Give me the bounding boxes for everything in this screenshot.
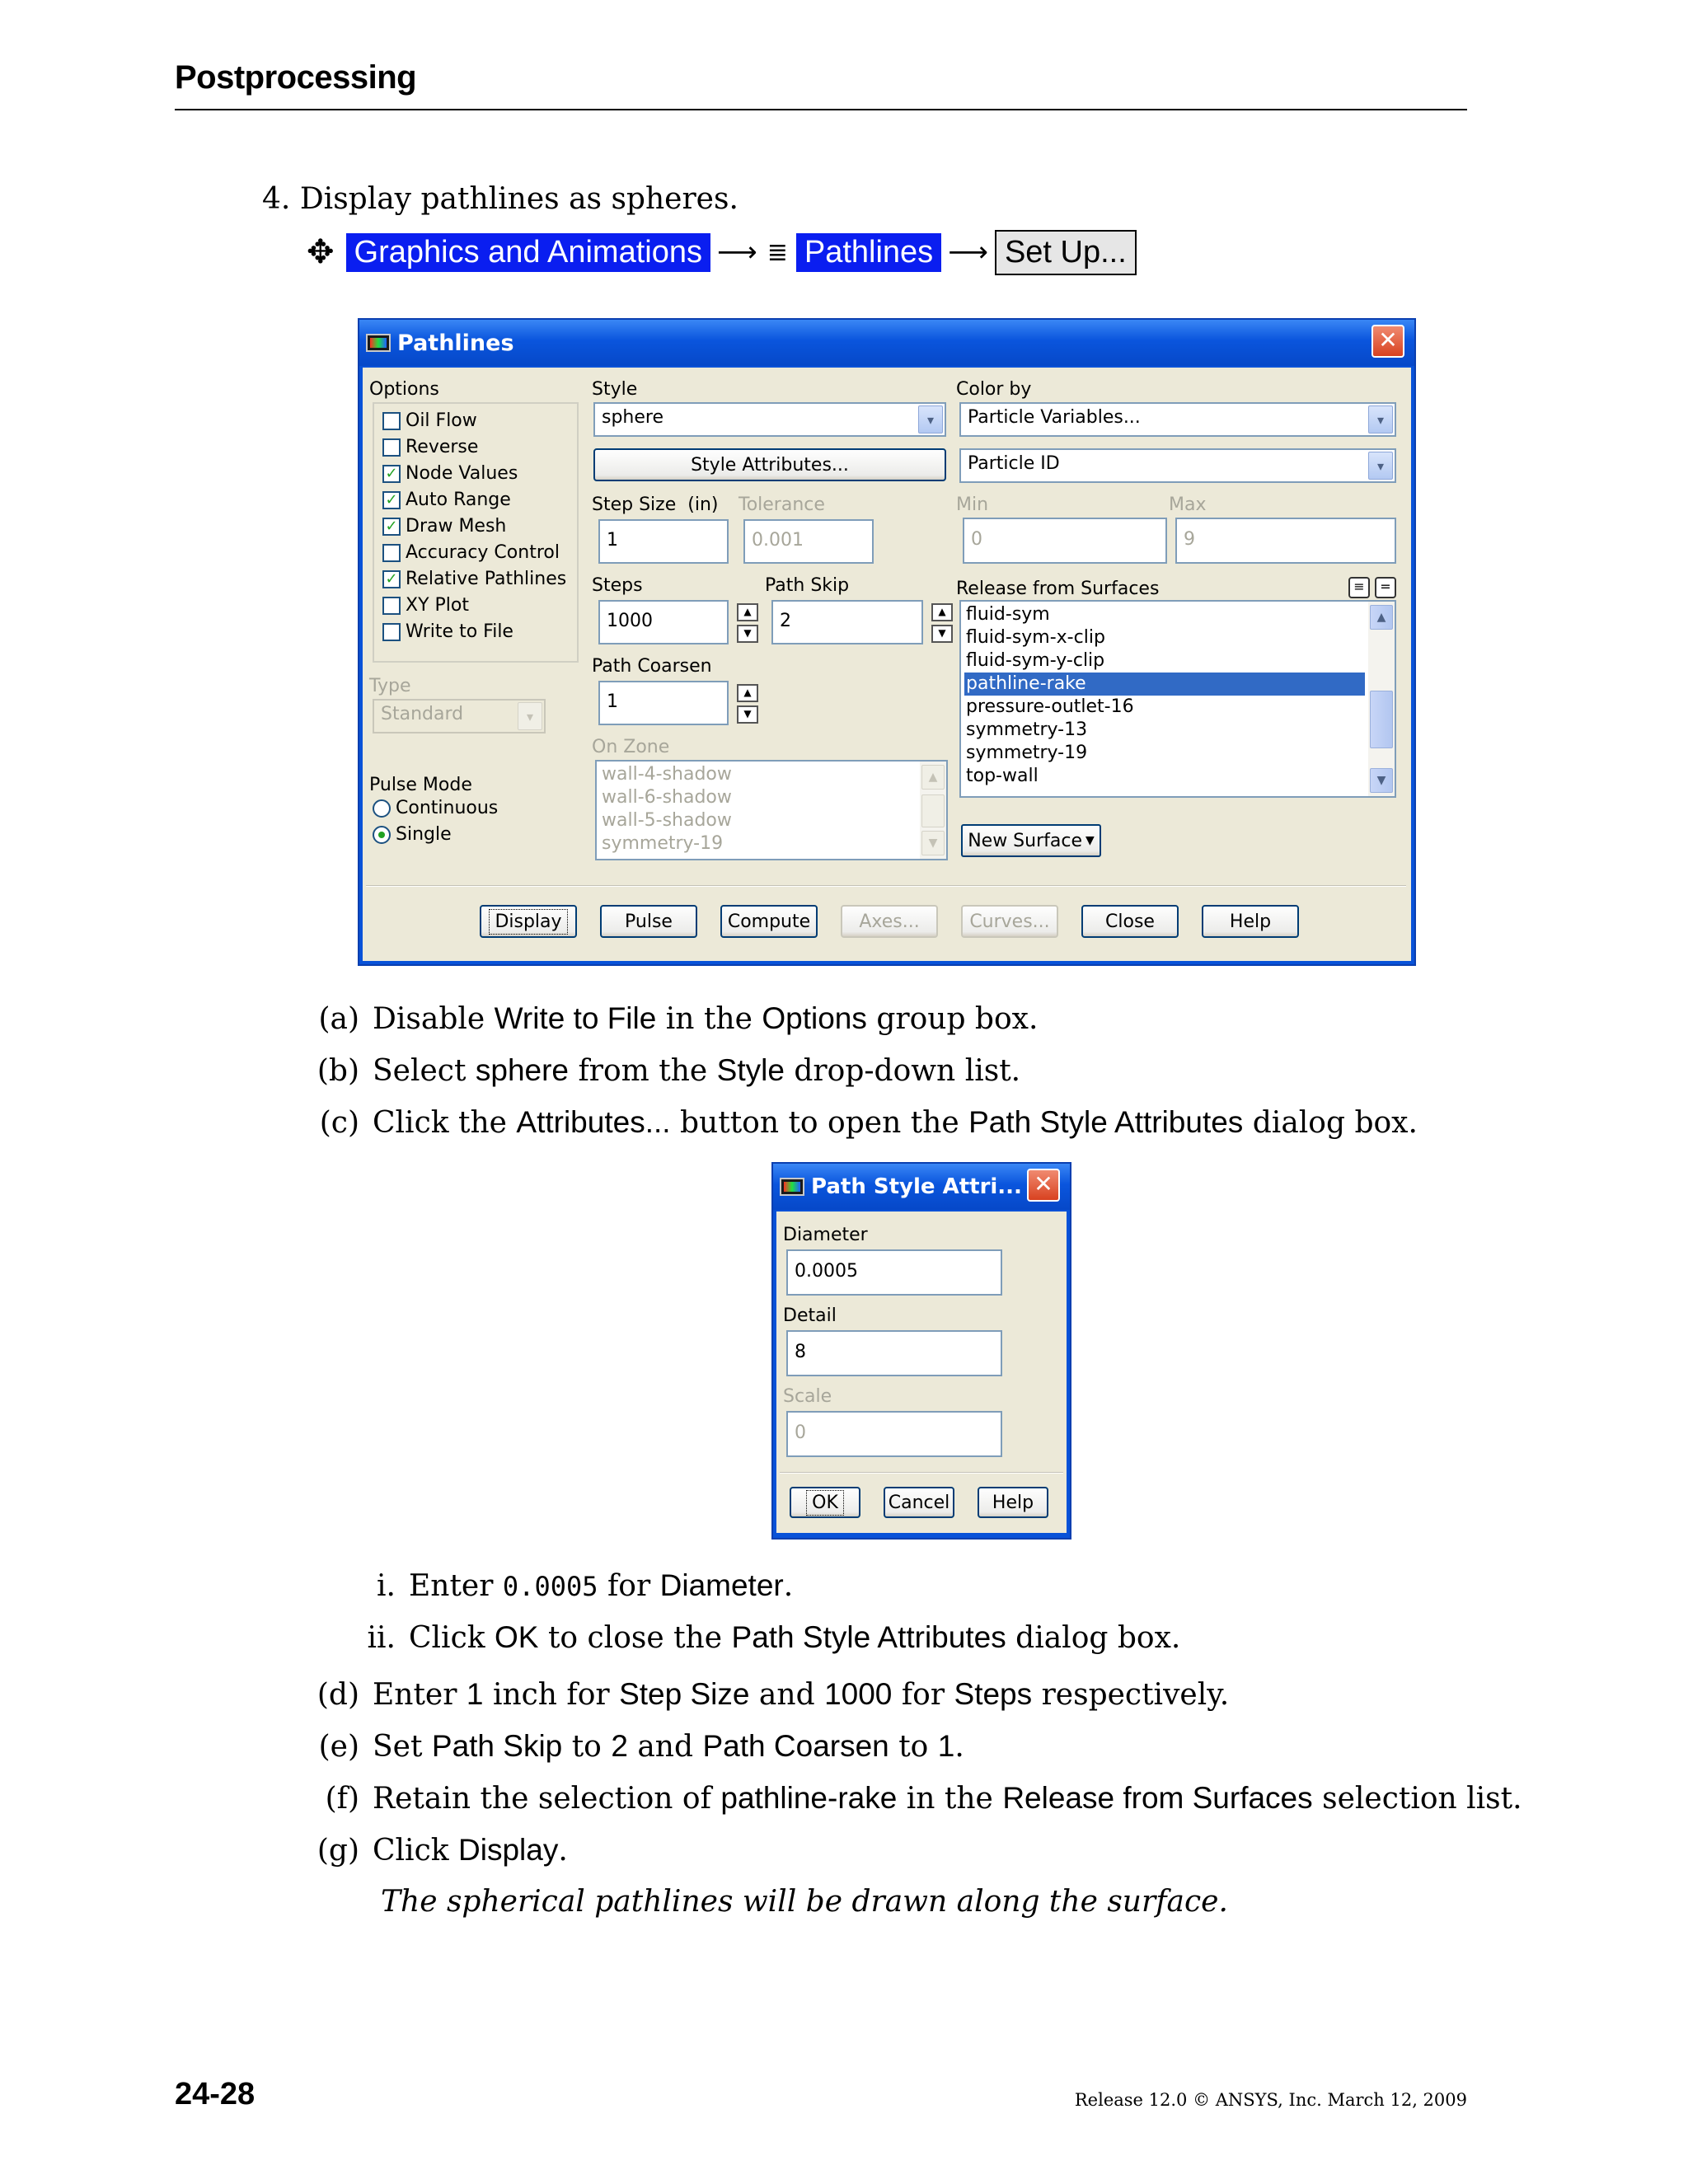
dialog-title: Pathlines <box>397 330 514 356</box>
checkmark-icon[interactable]: ✓ <box>382 465 401 483</box>
substep-label: (e) <box>318 1730 359 1764</box>
button-label: Pulse <box>625 911 673 932</box>
close-button[interactable] <box>1081 905 1179 938</box>
substep-label: (c) <box>319 1106 359 1140</box>
pulse-button[interactable] <box>600 905 697 938</box>
cancel-button[interactable] <box>884 1487 954 1518</box>
substep-label: (b) <box>316 1054 359 1088</box>
on-zone-list <box>595 760 948 860</box>
type-dropdown <box>373 699 546 733</box>
substep-label: (f) <box>325 1782 359 1816</box>
down-arrow-icon[interactable]: ▼ <box>737 625 758 643</box>
steps-input[interactable]: 1000 <box>598 600 729 644</box>
option-checkbox[interactable] <box>382 516 506 537</box>
scale-label: Scale <box>783 1386 832 1407</box>
text: group box. <box>876 1002 1039 1036</box>
scroll-down-icon: ▼ <box>921 831 945 855</box>
release-note: Release 12.0 © ANSYS, Inc. March 12, 2009 <box>1074 2090 1467 2110</box>
help-button[interactable] <box>978 1487 1048 1518</box>
move-icon: ✥ <box>307 233 335 271</box>
help-button[interactable] <box>1202 905 1299 938</box>
ui-term: Attributes... <box>516 1105 671 1139</box>
page-number: 24-28 <box>175 2077 256 2111</box>
path-skip-label: Path Skip <box>765 575 850 596</box>
ui-term: 1000 <box>824 1677 893 1711</box>
text: selection list. <box>1322 1782 1522 1816</box>
ui-term: Step Size <box>619 1677 750 1711</box>
pulse-single-radio[interactable] <box>373 824 452 845</box>
text: for <box>901 1678 945 1712</box>
ui-term: Path Skip <box>431 1729 563 1763</box>
option-label: Draw Mesh <box>406 516 507 537</box>
option-checkbox[interactable] <box>382 463 518 484</box>
release-surface-item[interactable]: pressure-outlet-16 <box>966 696 1134 717</box>
text: . <box>954 1730 964 1764</box>
value-term: 0.0005 <box>502 1571 598 1602</box>
down-arrow-icon[interactable]: ▼ <box>737 705 758 724</box>
option-checkbox[interactable] <box>382 490 511 510</box>
step-size-input[interactable]: 1 <box>598 519 729 564</box>
dialog-titlebar <box>359 320 1414 366</box>
step-size-text: Step Size <box>592 494 677 515</box>
ui-term: Write to File <box>494 1001 657 1035</box>
max-input: 9 <box>1175 518 1396 564</box>
pulse-mode-label: Pulse Mode <box>369 775 472 795</box>
option-checkbox[interactable] <box>382 621 513 642</box>
radio-icon <box>373 799 391 818</box>
steps-label: Steps <box>592 575 643 596</box>
button-label: New Surface <box>968 830 1082 851</box>
release-surface-item[interactable]: symmetry-13 <box>966 719 1088 740</box>
text: for <box>607 1569 651 1603</box>
option-label: Node Values <box>406 463 518 484</box>
button-label: Help <box>1229 911 1272 932</box>
min-input: 0 <box>963 518 1167 564</box>
tolerance-input: 0.001 <box>743 519 874 564</box>
substep-c-ii <box>346 1619 1180 1657</box>
checkbox-icon[interactable] <box>382 438 401 457</box>
select-all-icon[interactable]: ≡ <box>1348 577 1370 598</box>
text: dialog box. <box>1015 1621 1181 1655</box>
option-label: Relative Pathlines <box>406 569 567 589</box>
color-by-subvariable-value: Particle ID <box>968 453 1060 474</box>
text: button to open the <box>680 1106 959 1140</box>
text: and <box>758 1678 815 1712</box>
substep-c <box>310 1104 1418 1141</box>
scale-input: 0 <box>786 1411 1002 1457</box>
release-surface-item[interactable]: fluid-sym-x-clip <box>966 627 1105 648</box>
chevron-down-icon: ▼ <box>1085 834 1095 847</box>
arrow-icon: ⟶ <box>948 236 988 269</box>
color-by-subvariable-dropdown[interactable] <box>959 448 1396 483</box>
substep-f <box>310 1780 1522 1817</box>
result-note: The spherical pathlines will be drawn along the surface. <box>381 1885 1228 1919</box>
checkbox-icon[interactable] <box>382 412 401 430</box>
lines-icon: ≣ <box>767 237 788 267</box>
on-zone-item: symmetry-19 <box>602 833 724 854</box>
option-label: Oil Flow <box>406 410 477 431</box>
diameter-input[interactable]: 0.0005 <box>786 1249 1002 1296</box>
text: . <box>783 1569 794 1603</box>
style-label: Style <box>592 379 638 400</box>
ui-term: Path Style Attributes <box>731 1620 1006 1654</box>
style-value: sphere <box>602 407 664 428</box>
substep-g <box>310 1832 568 1869</box>
text: drop-down list. <box>794 1054 1021 1088</box>
text: inch for <box>492 1678 610 1712</box>
chevron-down-icon: ▾ <box>918 405 943 434</box>
checkmark-icon[interactable]: ✓ <box>382 518 401 536</box>
button-label: Curves... <box>969 911 1050 932</box>
substep-e <box>310 1728 964 1765</box>
button-label: Axes... <box>859 911 920 932</box>
path-coarsen-label: Path Coarsen <box>592 656 712 677</box>
scroll-thumb <box>921 794 945 827</box>
step-number: 4. <box>262 182 291 216</box>
substep-b <box>310 1052 1020 1090</box>
step-4 <box>262 181 738 218</box>
app-icon <box>366 334 391 352</box>
option-checkbox[interactable] <box>382 595 469 616</box>
substep-label: (g) <box>316 1834 359 1868</box>
pathlines-dialog-body <box>363 368 1411 961</box>
ui-term: OK <box>495 1620 539 1654</box>
chevron-down-icon: ▾ <box>1368 405 1393 434</box>
checkbox-icon[interactable] <box>382 623 401 641</box>
checkbox-icon[interactable] <box>382 597 401 615</box>
close-icon[interactable]: ✕ <box>1027 1169 1060 1202</box>
release-list-scrollbar[interactable] <box>1368 602 1395 796</box>
type-label: Type <box>369 676 411 696</box>
text: Set <box>373 1730 423 1764</box>
scroll-thumb[interactable] <box>1370 691 1393 748</box>
ok-button[interactable] <box>790 1487 860 1518</box>
release-surface-item[interactable]: pathline-rake <box>964 673 1365 696</box>
text: in the <box>665 1002 753 1036</box>
ui-term: 1 <box>937 1729 955 1763</box>
radio-label: Continuous <box>396 798 499 818</box>
text: Click <box>409 1621 485 1655</box>
text: to <box>898 1730 929 1764</box>
ui-term: Options <box>762 1001 867 1035</box>
curves-button <box>961 905 1058 938</box>
text: to <box>571 1730 602 1764</box>
on-zone-item: wall-6-shadow <box>602 787 732 808</box>
text: in the <box>906 1782 993 1816</box>
color-by-dropdown[interactable] <box>959 402 1396 437</box>
display-button[interactable] <box>480 905 577 938</box>
ui-term: 2 <box>611 1729 628 1763</box>
substep-label: ii. <box>367 1621 396 1655</box>
release-from-surfaces-label: Release from Surfaces <box>956 579 1160 599</box>
substep-label: (a) <box>318 1002 359 1036</box>
deselect-all-icon[interactable]: = <box>1375 577 1396 598</box>
pathlines-dialog <box>358 318 1416 966</box>
ui-term: Style <box>716 1053 785 1087</box>
option-label: Accuracy Control <box>406 542 560 563</box>
dialog-titlebar <box>773 1164 1070 1210</box>
radio-label: Single <box>396 824 452 845</box>
path-coarsen-input[interactable]: 1 <box>598 681 729 725</box>
button-label: Close <box>1105 911 1155 932</box>
separator <box>366 885 1406 887</box>
detail-label: Detail <box>783 1305 837 1326</box>
ui-term: sphere <box>475 1053 570 1087</box>
path-skip-stepper[interactable] <box>931 603 953 643</box>
text: and <box>637 1730 694 1764</box>
up-arrow-icon[interactable]: ▲ <box>737 684 758 702</box>
setup-button[interactable]: Set Up... <box>995 230 1137 275</box>
step-size-unit: (in) <box>687 494 719 515</box>
checkbox-icon[interactable] <box>382 544 401 562</box>
checkmark-icon[interactable]: ✓ <box>382 491 401 509</box>
text: Select <box>373 1054 467 1088</box>
chevron-down-icon: ▾ <box>1368 452 1393 480</box>
substep-c-i <box>346 1568 793 1605</box>
menu-pathlines[interactable]: Pathlines <box>796 233 941 272</box>
button-label: OK <box>809 1493 842 1513</box>
option-checkbox[interactable] <box>382 410 477 431</box>
step-size-label <box>592 494 718 515</box>
text: Click the <box>373 1106 507 1140</box>
on-zone-label: On Zone <box>592 737 670 757</box>
path-coarsen-stepper[interactable] <box>737 684 758 724</box>
ui-term: Path Coarsen <box>702 1729 889 1763</box>
compute-button[interactable] <box>720 905 818 938</box>
on-zone-scrollbar <box>920 762 946 859</box>
up-arrow-icon[interactable]: ▲ <box>737 603 758 621</box>
text: dialog box. <box>1252 1106 1418 1140</box>
option-label: Reverse <box>406 437 479 457</box>
new-surface-button[interactable] <box>961 824 1101 857</box>
option-checkbox[interactable] <box>382 542 560 563</box>
attr-dialog-body <box>776 1212 1067 1533</box>
ui-term: 1 <box>466 1677 484 1711</box>
substep-a <box>310 1001 1038 1038</box>
app-icon <box>780 1178 804 1196</box>
button-label: Display <box>491 912 565 932</box>
substep-label: i. <box>377 1569 396 1603</box>
min-label: Min <box>956 494 989 515</box>
text: Enter <box>409 1569 494 1603</box>
tolerance-label: Tolerance <box>738 494 825 515</box>
release-surface-item[interactable]: fluid-sym-y-clip <box>966 650 1105 671</box>
scroll-up-icon: ▲ <box>921 765 945 790</box>
options-label: Options <box>369 379 439 400</box>
up-arrow-icon[interactable]: ▲ <box>931 603 953 621</box>
substep-d <box>310 1676 1229 1713</box>
button-label: Compute <box>727 911 811 932</box>
max-label: Max <box>1169 494 1207 515</box>
on-zone-item: wall-4-shadow <box>602 764 732 785</box>
ui-term: Release from Surfaces <box>1002 1781 1313 1815</box>
type-value: Standard <box>381 704 464 724</box>
color-by-label: Color by <box>956 379 1032 400</box>
text: respectively. <box>1041 1678 1230 1712</box>
text: Retain the selection of <box>373 1782 711 1816</box>
path-skip-input[interactable]: 2 <box>771 600 923 644</box>
text: Enter <box>373 1678 457 1712</box>
radio-selected-icon <box>373 826 391 844</box>
option-checkbox[interactable] <box>382 569 566 589</box>
chevron-down-icon: ▾ <box>518 702 542 730</box>
release-surface-item[interactable]: top-wall <box>966 766 1039 786</box>
scroll-down-icon[interactable]: ▼ <box>1370 768 1393 793</box>
option-label: Write to File <box>406 621 513 642</box>
option-checkbox[interactable] <box>382 437 478 457</box>
header-rule <box>175 109 1467 110</box>
step-text: Display pathlines as spheres. <box>299 182 738 216</box>
option-label: Auto Range <box>406 490 511 510</box>
button-label: Style Attributes... <box>691 454 849 476</box>
steps-stepper[interactable] <box>737 603 758 643</box>
text: Disable <box>373 1002 485 1036</box>
release-surface-item[interactable]: symmetry-19 <box>966 743 1088 763</box>
style-dropdown[interactable] <box>593 402 946 437</box>
ui-term: Path Style Attributes <box>968 1105 1244 1139</box>
scroll-up-icon[interactable]: ▲ <box>1370 605 1393 630</box>
on-zone-item: wall-5-shadow <box>602 810 732 831</box>
detail-input[interactable]: 8 <box>786 1330 1002 1376</box>
dialog-title: Path Style Attri... <box>811 1174 1022 1199</box>
text: to close the <box>547 1621 723 1655</box>
release-surface-item[interactable]: fluid-sym <box>966 604 1050 625</box>
text: Click <box>373 1834 449 1868</box>
color-by-value: Particle Variables... <box>968 407 1141 428</box>
close-icon[interactable]: ✕ <box>1372 325 1404 358</box>
pulse-continuous-radio[interactable] <box>373 798 498 818</box>
ui-term: Display <box>458 1833 559 1867</box>
ui-term: Steps <box>954 1677 1033 1711</box>
running-header: Postprocessing <box>175 59 417 96</box>
path-style-attributes-dialog <box>771 1162 1071 1540</box>
menu-graphics-and-animations[interactable]: Graphics and Animations <box>346 233 710 272</box>
menu-path <box>307 227 1137 277</box>
button-label: Help <box>992 1492 1034 1513</box>
ui-term: Diameter <box>659 1568 784 1602</box>
ui-term: pathline-rake <box>720 1781 898 1815</box>
separator <box>780 1472 1063 1474</box>
checkmark-icon[interactable]: ✓ <box>382 570 401 588</box>
diameter-label: Diameter <box>783 1225 868 1245</box>
button-label: Cancel <box>888 1492 950 1513</box>
option-label: XY Plot <box>406 595 469 616</box>
release-surfaces-list[interactable] <box>959 600 1396 798</box>
axes-button <box>841 905 938 938</box>
arrow-icon: ⟶ <box>716 236 757 269</box>
style-attributes-button[interactable] <box>593 448 946 481</box>
text: from the <box>578 1054 708 1088</box>
text: . <box>558 1834 568 1868</box>
substep-label: (d) <box>316 1678 359 1712</box>
down-arrow-icon[interactable]: ▼ <box>931 625 953 643</box>
